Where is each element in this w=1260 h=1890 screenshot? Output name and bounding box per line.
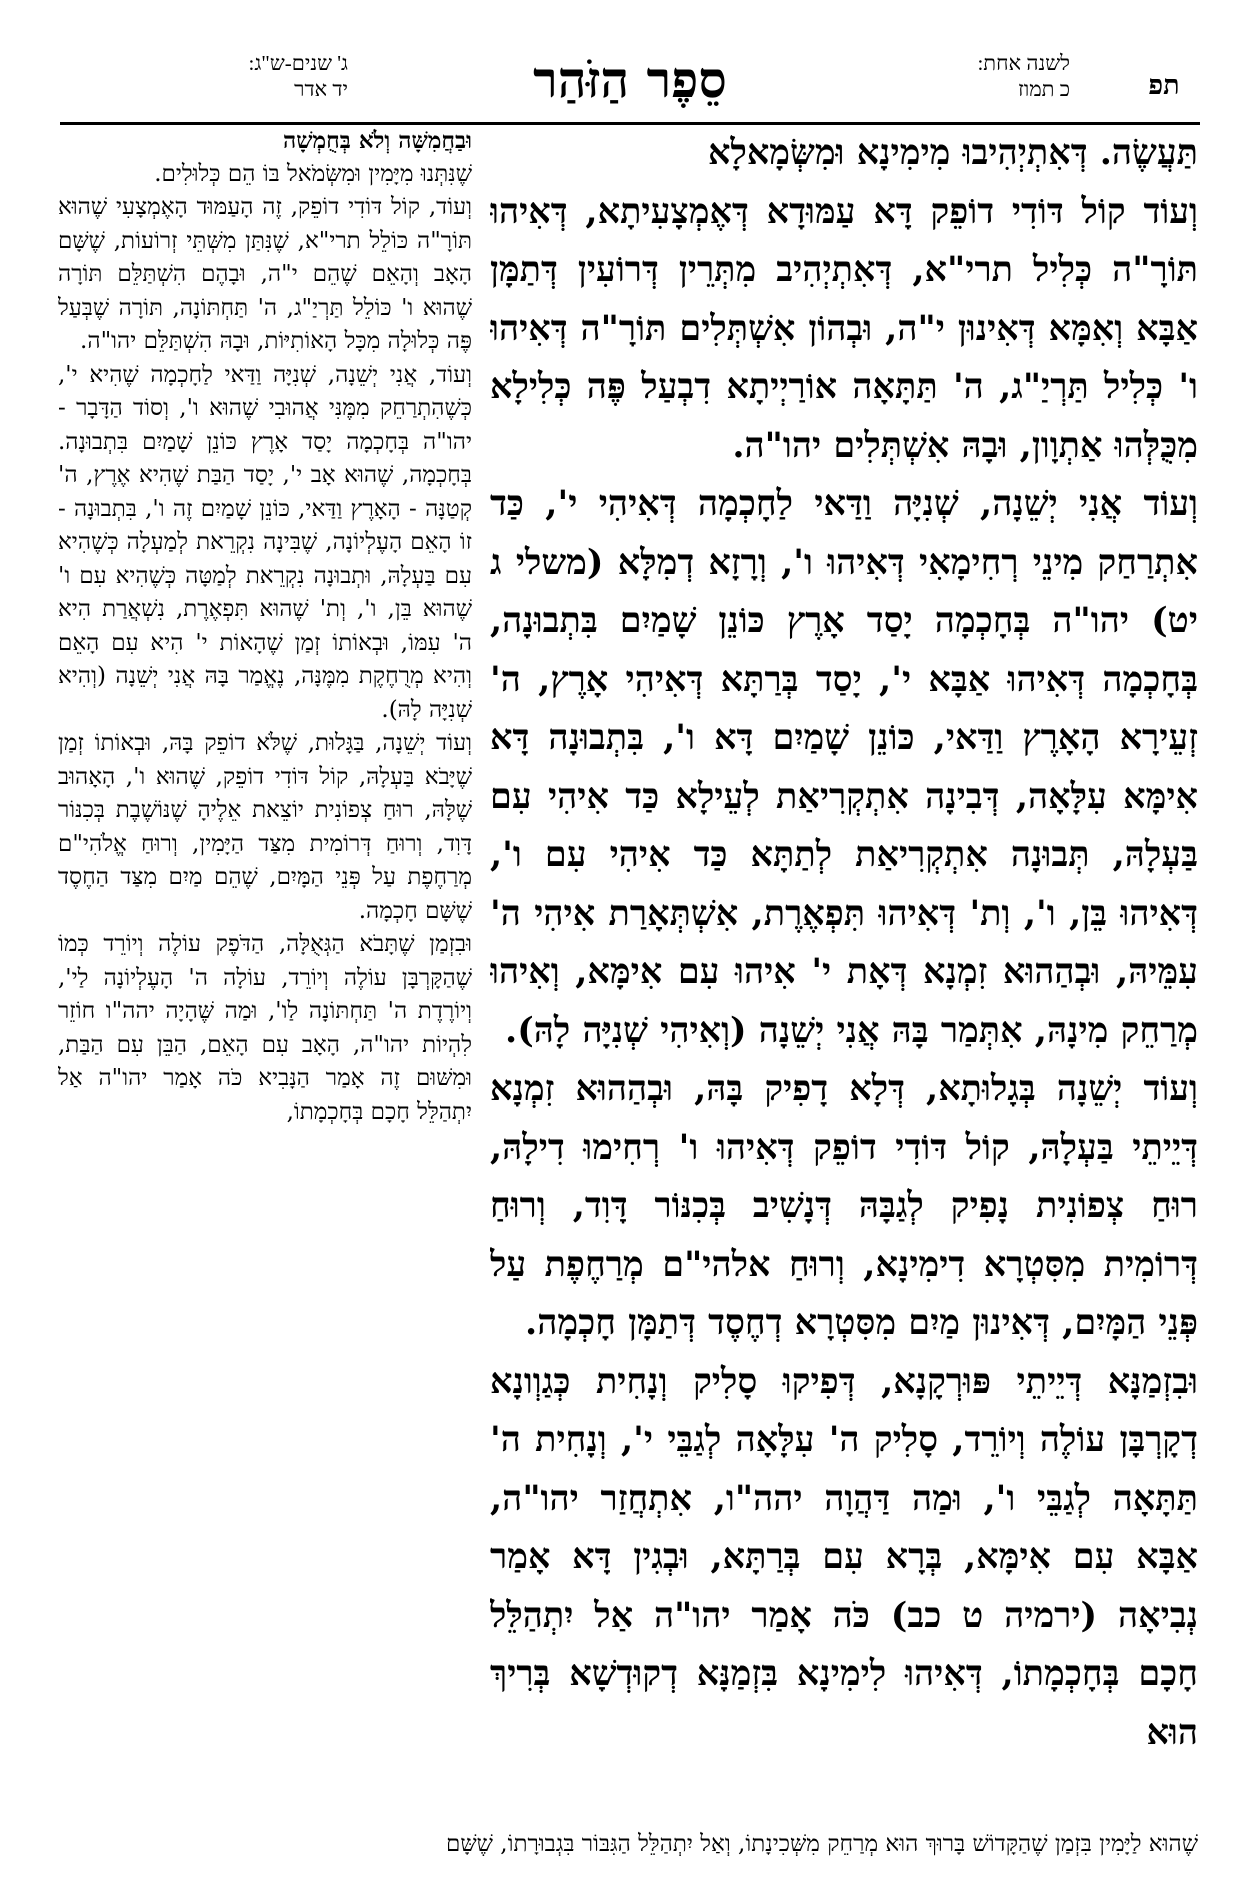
side-paragraph-5: וּבִזְמַן שֶׁתָּבֹא הַגְּאֻלָּה, הַדֹּפֶק עוֹלֶה וְיוֹרֵד כְּמוֹ שֶׁהַקָּרְבָּן עוֹלֶה וְיוֹרֵד, עוֹלָה ה' הָעֶלְיוֹנָה לַי', וְיוֹרֶדֶת ה' תַּחְתּוֹנָה לַו', וּמַה שֶּׁהָיָה יהה"ו חוֹזֵר לִהְיוֹת יהו"ה, הָאָב עִם הָאֵם, הַבֵּן עִם הַבַּת, וּמִשּׁוּם זֶה אָמַר הַנָּבִיא כֹּה אָמַר יהו"ה אַל יִתְהַלֵּל חָכָם בְּחָכְמָתוֹ, bbox=[58, 931, 472, 1125]
side-paragraph-3: וְעוֹד, אֲנִי יְשֵׁנָה, שְׁנִיָּה וַדַּאי לַחָכְמָה שֶׁהִיא י', כְּשֶׁהִתְרַחֵק מִמֶּנִּי אֲהוּבִי שֶׁהוּא ו', וְסוֹד הַדָּבָר - יהו"ה בְּחָכְמָה יָסַד אָרֶץ כּוֹנֵן שָׁמַיִם בִּתְבוּנָה. בְּחָכְמָה, שֶׁהוּא אָב י', יָסַד הַבַּת שֶׁהִיא אֶרֶץ, ה' קְטַנָּה - הָאָרֶץ וַדַּאי, כּוֹנֵן שָׁמַיִם זֶה ו', בִּתְבוּנָה - זוֹ הָאֵם הָעֶלְיוֹנָה, שֶׁבִּינָה נִקְרֵאת לְמַעְלָה כְּשֶׁהִיא עִם בַּעְלָהּ, וּתְבוּנָה נִקְרֵאת לְמַטָּה כְּשֶׁהִיא עִם ו' שֶׁהוּא בֵּן, ו', וְת' שֶׁהוּא תִּפְאֶרֶת, נִשְׁאֲרַת הִיא ה' עִמּוֹ, וּבְאוֹתוֹ זְמַן שֶׁהָאוֹת י' הִיא עִם הָאֵם וְהִיא מְרֻחֶקֶת מִמֶּנָּה, נֶאֱמַר בָּהּ אֲנִי יְשֵׁנָה (וְהִיא שְׁנִיָּה לָהּ). bbox=[58, 361, 472, 723]
main-opening-line: תַּעֲשֶׂה. דְּאִתְיְהִיבוּ מִימִינָא וּמִשְּׂמָאלָא bbox=[707, 132, 1198, 173]
side-paragraph-2: וְעוֹד, קוֹל דּוֹדִי דוֹפֵק, זֶה הָעַמּוּד הָאֶמְצָעִי שֶׁהוּא תּוֹרָ"ה כּוֹלֵל תרי"א, שֶׁנִּתַּן מִשְּׁתֵּי זְרוֹעוֹת, שֶׁשָּׁם הָאָב וְהָאֵם שֶׁהֵם י"ה, וּבָהֶם הִשְׁתַּלֵּם תּוֹרָה שֶׁהוּא ו' כּוֹלֵל תַּרְיַ"ג, ה' תַּחְתּוֹנָה, תּוֹרָה שֶׁבְּעַל פֶּה כְּלוּלָה מִכָּל הָאוֹתִיּוֹת, וּבָהּ הִשְׁתַּלֵּם יהו"ה. bbox=[58, 194, 472, 354]
one-year-label: לשנה אחת: bbox=[977, 51, 1070, 75]
side-paragraph-4: וְעוֹד יְשֵׁנָה, בַּגָּלוּת, שֶׁלֹּא דוֹפֵק בָּהּ, וּבְאוֹתוֹ זְמַן שֶׁיָּבֹא בַּעְלָהּ, קוֹל דּוֹדִי דוֹפֵק, שֶׁהוּא ו', הָאָהוּב שֶׁלָּהּ, רוּחַ צְפוֹנִית יוֹצֵאת אֵלֶיהָ שֶׁנּוֹשֶׁבֶת בְּכִנּוֹר דָּוִד, וְרוּחַ דְּרוֹמִית מִצַּד הַיָּמִין, וְרוּחַ אֱלֹהִי"ם מְרַחֶפֶת עַל פְּנֵי הַמָּיִם, שֶׁהֵם מַיִם מִצַּד הַחֶסֶד שֶׁשָּׁם חָכְמָה. bbox=[58, 730, 472, 924]
three-year-label: ג' שנים-ש"ג: bbox=[248, 51, 348, 75]
main-paragraph-3: וְעוֹד יְשֵׁנָה בְּגָלוּתָא, דְּלָא דָפִיק בָּהּ, וּבְהַהוּא זִמְנָא דְּיֵיתֵי בַּעְלָהּ, קוֹל דּוֹדִי דוֹפֵק דְּאִיהוּ ו' רְחִימוּ דִילָהּ, רוּחַ צְפוֹנִית נָפִיק לְגַבָּהּ דְּנָשִׁיב בְּכִנּוֹר דָּוִד, וְרוּחַ דְּרוֹמִית מִסִּטְרָא דִימִינָא, וְרוּחַ אלהי"ם מְרַחֶפֶת עַל פְּנֵי הַמָּיִם, דְּאִינוּן מַיִם מִסִּטְרָא דְחֶסֶד דְּתַמָּן חָכְמָה. bbox=[490, 1068, 1198, 1343]
side-paragraph-1: שֶׁנִּתְּנוּ מִיָּמִין וּמִשְּׂמֹאל בּוֹ הֵם כְּלוּלִים. bbox=[154, 160, 472, 187]
header-left-labels bbox=[118, 50, 348, 126]
main-text-column bbox=[490, 124, 1198, 1824]
translation-bottom-line: שֶׁהוּא לַיָּמִין בִּזְמַן שֶׁהַקָּדוֹשׁ בָּרוּךְ הוּא מְרַחֵק מִשְּׁכִינָתוֹ, וְאַל יִתְהַלֵּל הַגִּבּוֹר בִּגְבוּרָתוֹ, שֶׁשָּׁם bbox=[446, 1831, 1198, 1857]
header-right-labels bbox=[960, 50, 1070, 126]
translation-column bbox=[58, 124, 472, 1824]
side-opening-line: וּבַחֲמִשָּׁה וְלֹא בְּחֻמְשָׁה bbox=[283, 127, 472, 154]
main-paragraph-1: וְעוֹד קוֹל דּוֹדִי דוֹפֵק דָּא עַמּוּדָא דְּאֶמְצָעִיתָא, דְּאִיהוּ תּוֹרָ"ה כְּלִיל תרי"א, דְּאִתְיְהִיב מִתְּרֵין דְּרוֹעִין דְּתַמָּן אַבָּא וְאִמָּא דְּאִינוּן י"ה, וּבְהוֹן אִשְׁתְּלִים תּוֹרָ"ה דְּאִיהוּ ו' כְּלִיל תַּרְיַ"ג, ה' תַּתָּאָה אוֹרַיְיתָא דִבְעַל פֶּה כְּלִילָא מִכֻּלְּהוּ אַתְוָון, וּבָהּ אִשְׁתְּלִים יהו"ה. bbox=[490, 190, 1198, 466]
one-year-date: כ תמוז bbox=[1018, 77, 1070, 101]
main-paragraph-2: וְעוֹד אֲנִי יְשֵׁנָה, שְׁנִיָּה וַדַּאי לַחָכְמָה דְּאִיהִי י', כַּד אִתְרַחַק מִינֵי רְחִימָאִי דְּאִיהוּ ו', וְרָזָא דְמִלָּא (משלי ג יט) יהו"ה בְּחָכְמָה יָסַד אָרֶץ כּוֹנֵן שָׁמַיִם בִּתְבוּנָה, בְּחָכְמָה דְּאִיהוּ אַבָּא י', יָסַד בְּרַתָּא דְּאִיהִי אָרֶץ, ה' זְעֵירָא הָאָרֶץ וַדַּאי, כּוֹנֵן שָׁמַיִם דָּא ו', בִּתְבוּנָה דָּא אִימָּא עִלָּאָה, דְּבִינָה אִתְקְרִיאַת לְעֵילָא כַּד אִיהִי עִם בַּעְלָהּ, תְּבוּנָה אִתְקְרִיאַת לְתַתָּא כַּד אִיהִי עִם ו', דְּאִיהוּ בֵּן, ו', וְת' דְּאִיהוּ תִּפְאֶרֶת, אִשְׁתְּאָרַת אִיהִי ה' עִמֵּיהּ, וּבְהַהוּא זִמְנָא דְּאָת י' אִיהוּ עִם אִימָּא, וְאִיהוּ מְרַחֵק מִינָהּ, אִתְּמַר בָּהּ אֲנִי יְשֵׁנָה (וְאִיהִי שְׁנִיָּה לָהּ). bbox=[490, 483, 1198, 1051]
three-year-date: יד אדר bbox=[294, 77, 348, 101]
page-title: סֵפֶר הַזֹּהַר bbox=[533, 50, 727, 109]
page-number: תפ bbox=[1148, 70, 1180, 101]
main-paragraph-4: וּבִזְמַנָּא דְּיֵיתֵי פּוּרְקָנָא, דְּפִיקוּ סָלִיק וְנָחִית כְּגַוְונָא דְקָרְבָּן עוֹלֶה וְיוֹרֵד, סָלִיק ה' עִלָּאָה לְגַבֵּי י', וְנָחִית ה' תַּתָּאָה לְגַבֵּי ו', וּמַה דַּהֲוָה יהה"ו, אִתְחֲזַר יהו"ה, אַבָּא עִם אִימָּא, בְּרָא עִם בְּרַתָּא, וּבְגִין דָּא אָמַר נְבִיאָה (ירמיה ט כב) כֹּה אָמַר יהו"ה אַל יִתְהַלֵּל חָכָם בְּחָכְמָתוֹ, דְּאִיהוּ לִימִינָא בִּזְמַנָּא דְקוּדְשָׁא בְּרִיךְ הוּא bbox=[490, 1360, 1198, 1753]
